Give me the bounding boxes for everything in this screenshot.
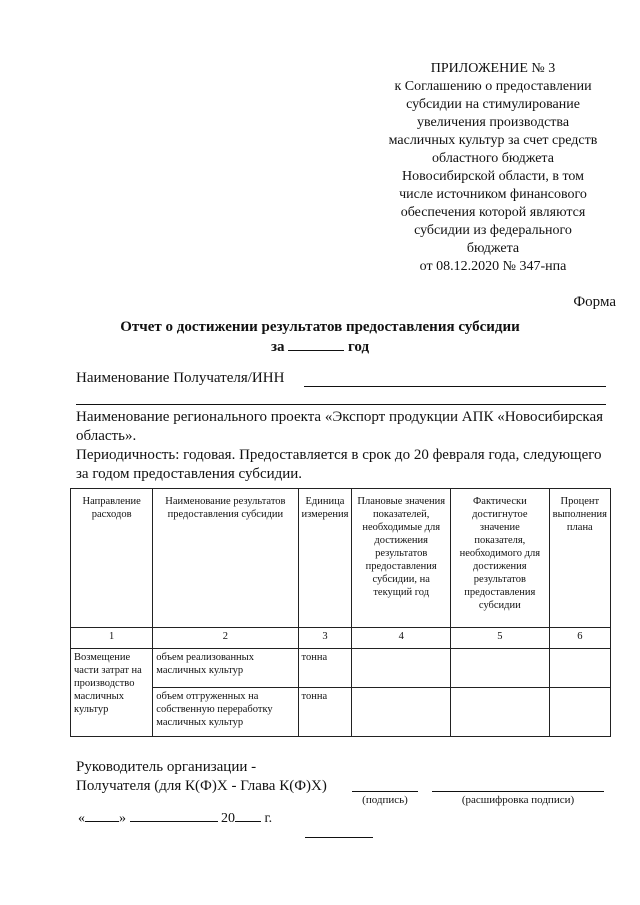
header-expense-direction: Направление расходов xyxy=(71,489,153,628)
report-title xyxy=(0,318,640,356)
appendix-line: числе источником финансового xyxy=(399,187,587,202)
period-prefix: за xyxy=(270,339,285,355)
project-text: Наименование регионального проекта «Экспорт продукции АПК «Новосибирская область». xyxy=(76,409,604,444)
date-open-quote: « xyxy=(78,811,85,826)
header-percent: Процент выполнения плана xyxy=(549,489,610,628)
column-number: 4 xyxy=(352,628,451,649)
appendix-line: Новосибирской области, в том xyxy=(401,169,585,184)
plan-cell[interactable] xyxy=(352,688,451,737)
column-number: 5 xyxy=(451,628,550,649)
periodicity-text: Периодичность: годовая. Предоставляется в срок до 20 февраля года, следующего за годом предоставления субсидии. xyxy=(76,447,602,482)
appendix-line: субсидии на стимулирование xyxy=(406,97,580,112)
day-blank[interactable] xyxy=(85,807,119,822)
fact-cell[interactable] xyxy=(451,649,550,688)
appendix-line: масличных культур за счет средств xyxy=(388,133,598,148)
period-suffix: год xyxy=(347,339,370,355)
table-number-row xyxy=(71,628,611,649)
year-suffix: г. xyxy=(264,811,273,826)
header-result-name: Наименование результатов предоставления субсидии xyxy=(153,489,298,628)
appendix-line: обеспечения которой являются xyxy=(400,205,586,220)
signature-decode-caption: (расшифровка подписи) xyxy=(461,794,575,806)
appendix-header xyxy=(368,60,618,276)
appendix-line: областного бюджета xyxy=(432,151,554,166)
header-unit: Единица измерения xyxy=(298,489,352,628)
signature-line1: Руководитель организации - xyxy=(76,759,257,775)
recipient-label: Наименование Получателя/ИНН xyxy=(76,370,285,386)
report-title-line1: Отчет о достижении результатов предоставления субсидии xyxy=(120,319,520,335)
recipient-row xyxy=(76,370,284,387)
date-close-quote: » xyxy=(119,811,126,826)
column-number: 3 xyxy=(298,628,352,649)
appendix-line: ПРИЛОЖЕНИЕ № 3 xyxy=(430,61,556,76)
stamp-blank[interactable] xyxy=(305,837,373,838)
column-number: 1 xyxy=(71,628,153,649)
percent-cell[interactable] xyxy=(549,649,610,688)
appendix-line: увеличения производства xyxy=(416,115,570,130)
year-prefix: 20 xyxy=(221,811,235,826)
appendix-line: бюджета xyxy=(466,241,520,256)
signature-decode-blank[interactable] xyxy=(432,791,604,792)
report-table xyxy=(70,488,611,737)
period-year-blank[interactable] xyxy=(288,336,344,351)
signature-block xyxy=(76,758,327,796)
signature-line2: Получателя (для К(Ф)Х - Глава К(Ф)Х) xyxy=(76,778,327,794)
plan-cell[interactable] xyxy=(352,649,451,688)
recipient-blank-second[interactable] xyxy=(76,404,606,405)
report-title-period xyxy=(0,336,640,356)
signature-blank[interactable] xyxy=(352,791,418,792)
recipient-blank[interactable] xyxy=(304,386,606,387)
percent-cell[interactable] xyxy=(549,688,610,737)
column-number: 2 xyxy=(153,628,298,649)
result-cell: объем реализованных масличных культур xyxy=(153,649,298,688)
expense-direction-cell: Возмещение части затрат на производство масличных культур xyxy=(71,649,153,737)
column-number: 6 xyxy=(549,628,610,649)
month-blank[interactable] xyxy=(130,807,218,822)
appendix-line: к Соглашению о предоставлении xyxy=(394,79,592,94)
unit-cell: тонна xyxy=(298,688,352,737)
appendix-line: от 08.12.2020 № 347-нпа xyxy=(419,259,567,274)
fact-cell[interactable] xyxy=(451,688,550,737)
signature-caption: (подпись) xyxy=(362,794,408,806)
header-fact-values: Фактически достигнутое значение показателя, необходимого для достижения результатов предоставления субсидии xyxy=(451,489,550,628)
result-cell: объем отгруженных на собственную переработку масличных культур xyxy=(153,688,298,737)
table-header-row xyxy=(71,489,611,628)
header-plan-values: Плановые значения показателей, необходимые для достижения результатов предоставления субсидии, на текущий год xyxy=(352,489,451,628)
appendix-line: субсидии из федерального xyxy=(414,223,572,238)
date-row xyxy=(78,807,272,827)
table-row xyxy=(71,649,611,688)
year-blank[interactable] xyxy=(235,807,261,822)
form-label: Форма xyxy=(573,294,616,310)
unit-cell: тонна xyxy=(298,649,352,688)
